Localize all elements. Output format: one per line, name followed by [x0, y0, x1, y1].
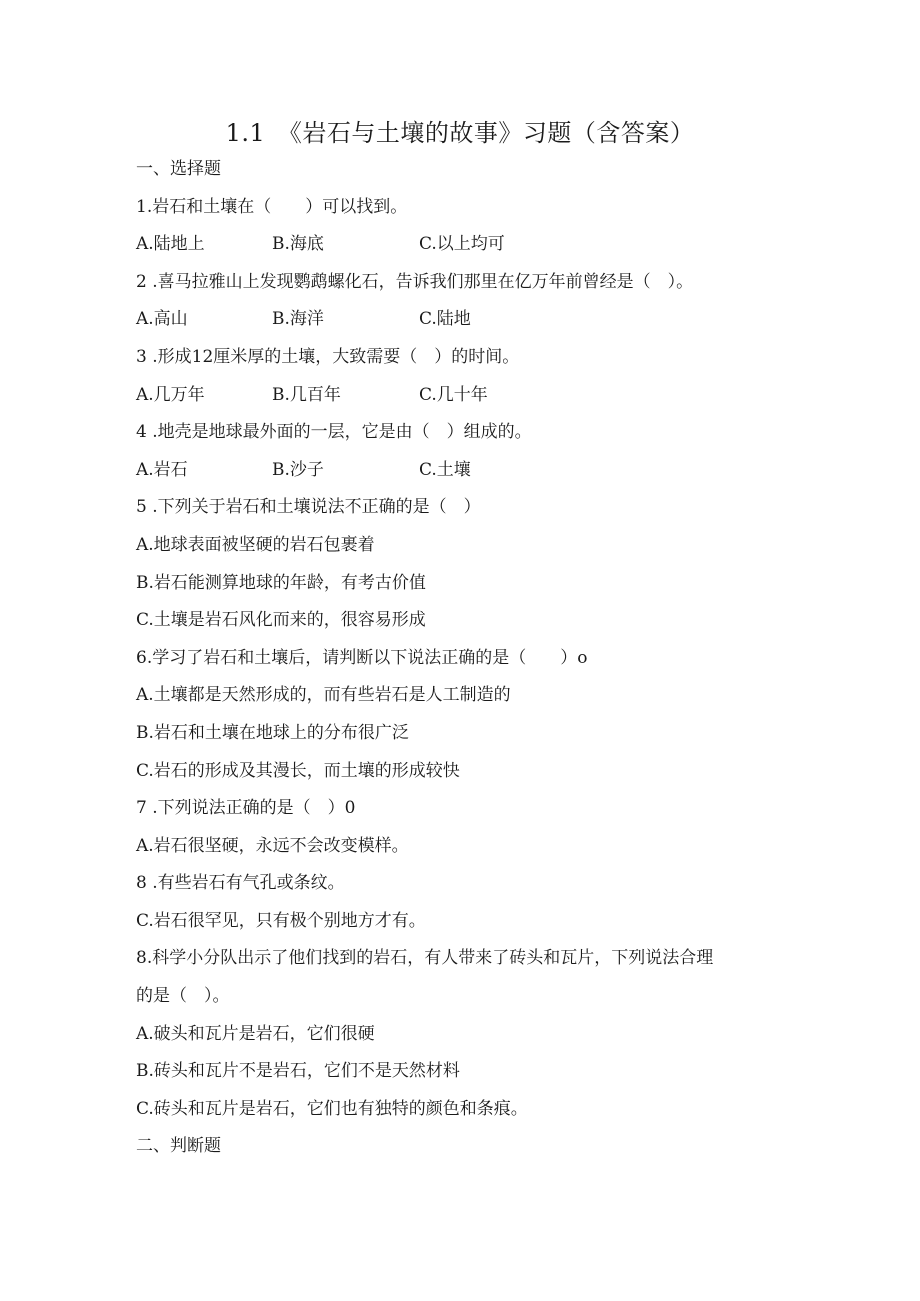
question-5-option-c: C.土壤是岩石风化而来的，很容易形成: [136, 610, 426, 631]
option-c: C.以上均可: [419, 234, 505, 255]
question-7-option-c: C.岩石很罕见，只有极个别地方才有。: [136, 910, 426, 931]
question-1-options: [136, 231, 856, 269]
option-a: A.高山: [136, 309, 188, 330]
question-8-option-c: C.砖头和瓦片是岩石，它们也有独特的颜色和条痕。: [136, 1098, 528, 1119]
question-8-stem: 8.科学小分队出示了他们找到的岩石，有人带来了砖头和瓦片，下列说法合理: [136, 948, 714, 969]
option-a: A.岩石: [136, 459, 188, 480]
worksheet-content: [136, 156, 856, 1171]
question-4-options: [136, 457, 856, 495]
option-a: A.几万年: [136, 384, 205, 405]
option-c: C.陆地: [419, 309, 471, 330]
question-7-option-a: A.岩石很坚硬，永远不会改变模样。: [136, 835, 409, 856]
question-8-stem-continued: 的是（ ）。: [136, 986, 230, 1007]
question-6-stem: 6.学习了岩石和土壤后，请判断以下说法正确的是（ ）o: [136, 647, 588, 668]
option-b: B.海洋: [272, 309, 324, 330]
question-5-option-b: B.岩石能测算地球的年龄，有考古价值: [136, 572, 426, 593]
question-2-stem: 2 .喜马拉雅山上发现鹦鹉螺化石，告诉我们那里在亿万年前曾经是（ ）。: [136, 271, 694, 292]
question-5-option-a: A.地球表面被坚硬的岩石包裹着: [136, 534, 375, 555]
page-title: 1.1 《岩石与土壤的故事》习题（含答案）: [225, 119, 695, 147]
section-heading-choice: 一、选择题: [136, 159, 221, 179]
option-a: A.陆地上: [136, 234, 205, 255]
question-8-option-a: A.破头和瓦片是岩石，它们很硬: [136, 1023, 375, 1044]
section-heading-true-false: 二、判断题: [136, 1136, 221, 1157]
question-2-options: [136, 306, 856, 344]
question-3-stem: 3 .形成12厘米厚的土壤，大致需要（ ）的时间。: [136, 346, 520, 367]
question-6-option-b: B.岩石和土壤在地球上的分布很广泛: [136, 722, 409, 743]
option-b: B.几百年: [272, 384, 341, 405]
question-8-option-b: B.砖头和瓦片不是岩石，它们不是天然材料: [136, 1061, 460, 1082]
question-5-stem: 5 .下列关于岩石和土壤说法不正确的是（ ）: [136, 497, 481, 518]
question-1-stem: 1.岩石和土壤在（ ）可以找到。: [136, 196, 408, 217]
option-b: B.沙子: [272, 459, 324, 480]
option-c: C.几十年: [419, 384, 488, 405]
question-6-option-c: C.岩石的形成及其漫长，而土壤的形成较快: [136, 760, 460, 781]
question-3-options: [136, 382, 856, 420]
question-4-stem: 4 .地壳是地球最外面的一层，它是由（ ）组成的。: [136, 422, 532, 443]
question-6-option-a: A.土壤都是天然形成的，而有些岩石是人工制造的: [136, 685, 511, 706]
question-7-stem: 7 .下列说法正确的是（ ）0: [136, 798, 356, 819]
question-7-option-b: 8 .有些岩石有气孔或条纹。: [136, 873, 345, 894]
option-c: C.土壤: [419, 459, 471, 480]
option-b: B.海底: [272, 234, 324, 255]
